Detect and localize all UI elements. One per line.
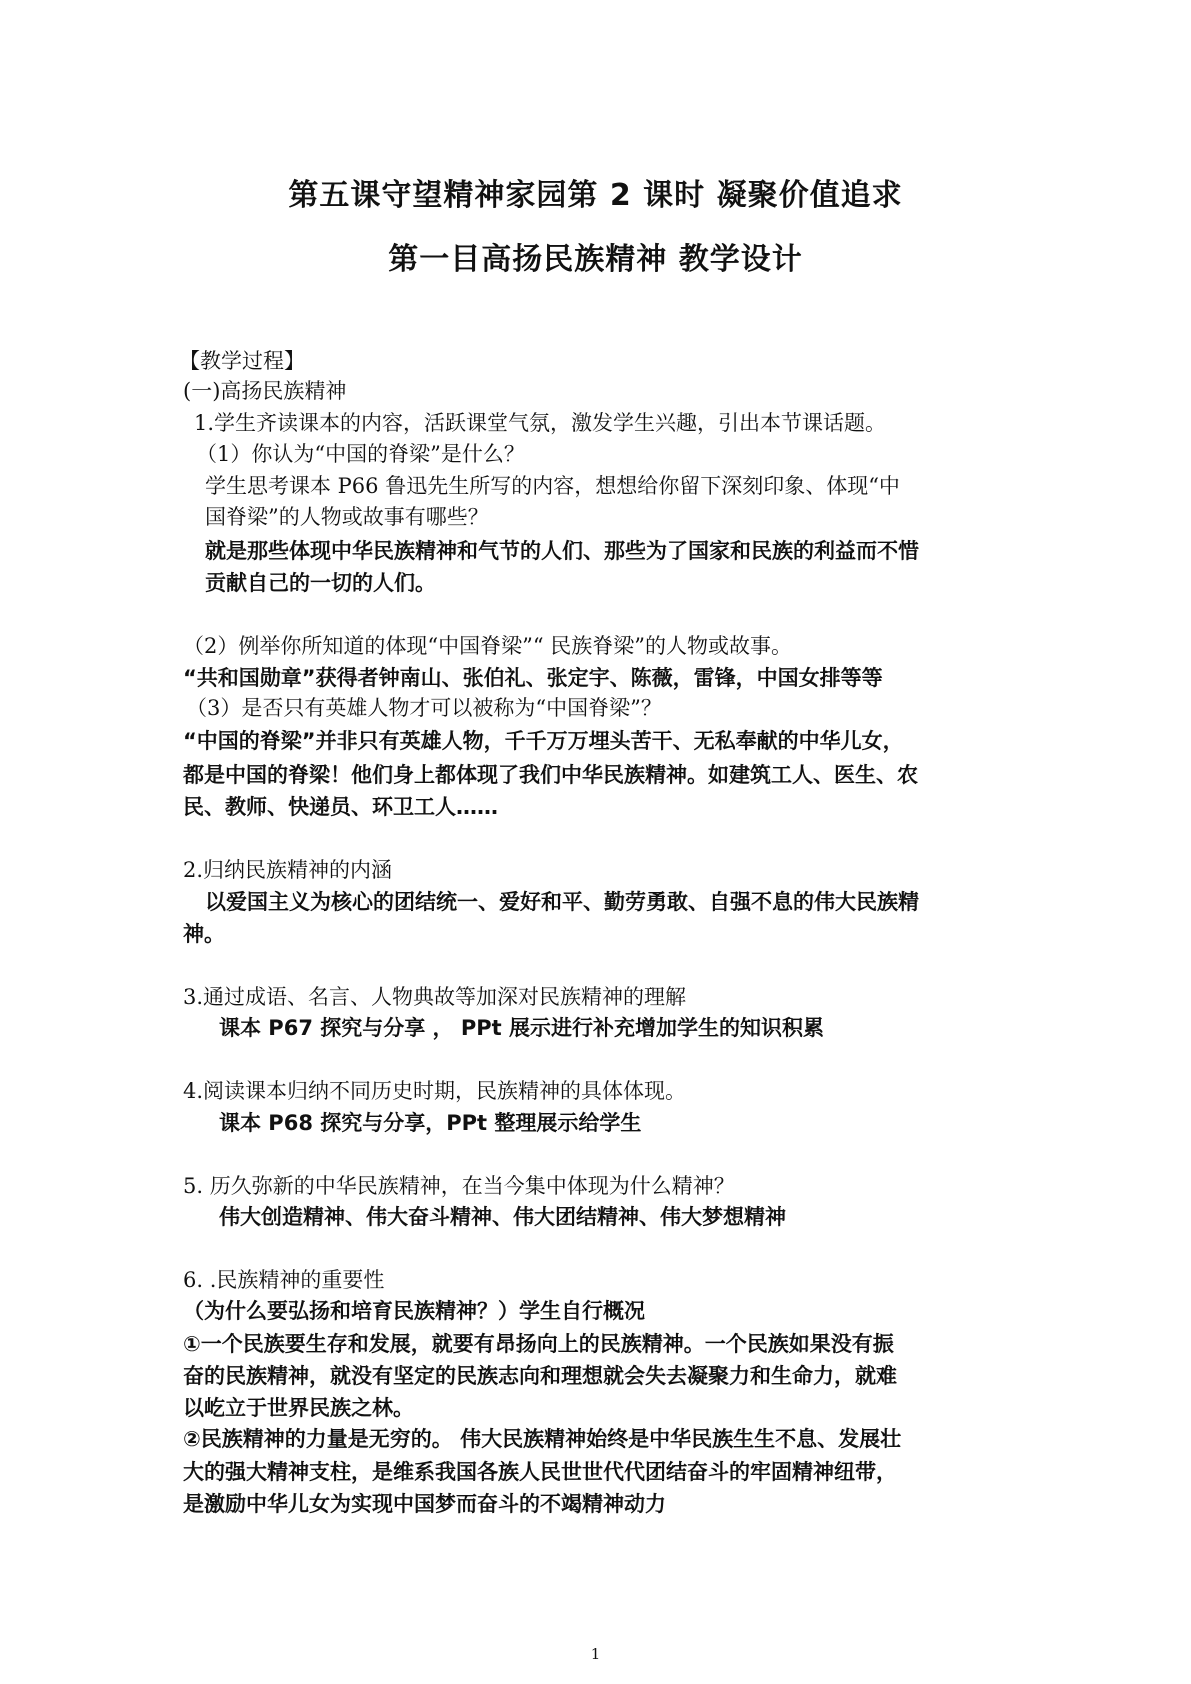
item-2-answer: 以爱国主义为核心的团结统一、爱好和平、勤劳勇敢、自强不息的伟大民族精	[205, 890, 919, 914]
question-1: （1）你认为“中国的脊梁”是什么？	[196, 442, 525, 466]
item-4-answer: 课本 P68 探究与分享，PPt 整理展示给学生	[219, 1111, 642, 1135]
question-2-answer: “共和国勋章”获得者钟南山、张伯礼、张定宇、陈薇，雷锋，中国女排等等	[183, 666, 883, 690]
point-2: ②民族精神的力量是无穷的。 伟大民族精神始终是中华民族生生不息、发展壮	[183, 1427, 902, 1451]
point-1-cont: 奋的民族精神，就没有坚定的民族志向和理想就会失去凝聚力和生命力，就难	[183, 1364, 897, 1388]
question-1-answer-cont: 贡献自己的一切的人们。	[205, 571, 436, 595]
item-4-text: 4.阅读课本归纳不同历史时期，民族精神的具体体现。	[183, 1079, 687, 1103]
question-2: （2）例举你所知道的体现“中国脊梁”“ 民族脊梁”的人物或故事。	[183, 634, 792, 658]
point-1: ①一个民族要生存和发展，就要有昂扬向上的民族精神。一个民族如果没有振	[183, 1332, 894, 1356]
item-2-answer-cont: 神。	[183, 922, 225, 946]
question-3-answer-cont: 都是中国的脊梁！他们身上都体现了我们中华民族精神。如建筑工人、医生、农	[183, 763, 918, 787]
document-title-line-1: 第五课守望精神家园第 2 课时 凝聚价值追求	[288, 178, 903, 213]
item-2-text: 2.归纳民族精神的内涵	[183, 858, 393, 882]
question-1-prompt-cont: 国脊梁”的人物或故事有哪些？	[205, 505, 489, 529]
section-heading: (一)高扬民族精神	[183, 379, 347, 403]
item-5-text: 5. 历久弥新的中华民族精神，在当今集中体现为什么精神？	[183, 1174, 735, 1198]
page-number: 1	[590, 1645, 601, 1663]
question-3-answer: “中国的脊梁”并非只有英雄人物，千千万万埋头苦干、无私奉献的中华儿女，	[183, 729, 904, 753]
point-2-end: 是激励中华儿女为实现中国梦而奋斗的不竭精神动力	[183, 1492, 666, 1516]
point-2-cont: 大的强大精神支柱，是维系我国各族人民世世代代团结奋斗的牢固精神纽带，	[183, 1460, 897, 1484]
question-1-answer: 就是那些体现中华民族精神和气节的人们、那些为了国家和民族的利益而不惜	[205, 539, 919, 563]
document-title-line-2: 第一目高扬民族精神 教学设计	[388, 242, 803, 277]
section-label: 【教学过程】	[179, 349, 305, 373]
question-1-prompt: 学生思考课本 P66 鲁迅先生所写的内容，想想给你留下深刻印象、体现“中	[205, 474, 900, 498]
item-6-text: 6. .民族精神的重要性	[183, 1268, 385, 1292]
item-3-text: 3.通过成语、名言、人物典故等加深对民族精神的理解	[183, 985, 687, 1009]
item-5-answer: 伟大创造精神、伟大奋斗精神、伟大团结精神、伟大梦想精神	[219, 1205, 786, 1229]
item-1-text: 1.学生齐读课本的内容，活跃课堂气氛，激发学生兴趣，引出本节课话题。	[194, 411, 887, 435]
question-3: （3）是否只有英雄人物才可以被称为“中国脊梁”？	[186, 696, 662, 720]
item-3-answer: 课本 P67 探究与分享 ， PPt 展示进行补充增加学生的知识积累	[219, 1016, 824, 1040]
item-6-subheading: （为什么要弘扬和培育民族精神？）学生自行概况	[183, 1299, 645, 1323]
point-1-end: 以屹立于世界民族之林。	[183, 1396, 414, 1420]
question-3-answer-end: 民、教师、快递员、环卫工人……	[183, 795, 498, 819]
